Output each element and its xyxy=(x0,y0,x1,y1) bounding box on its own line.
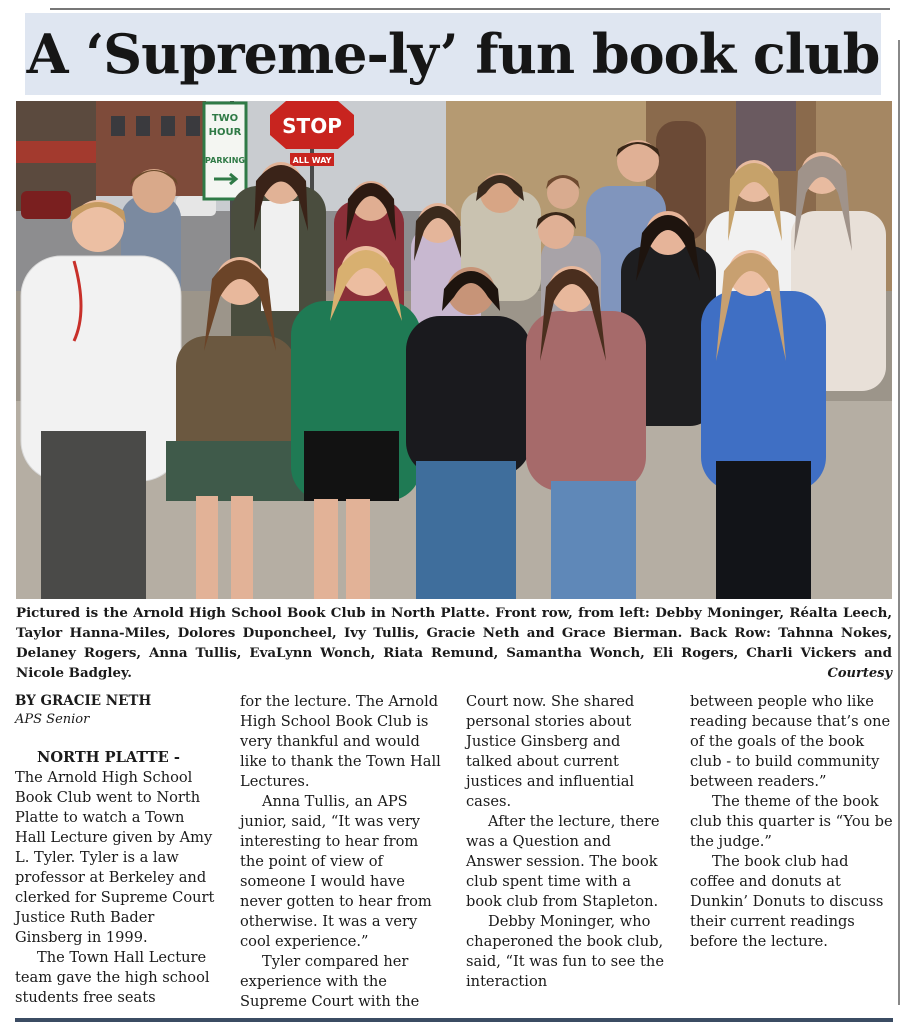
parking-sign-line2: HOUR xyxy=(208,127,242,138)
article-column-3 xyxy=(466,692,670,992)
article-paragraph: Anna Tullis, an APS junior, said, “It was very interesting to hear from the point of view of someone I would have never gotten to hear from otherwise. It was a very cool experience.” xyxy=(240,793,432,950)
article-paragraph: Debby Moninger, who chaperoned the book club, said, “It was fun to see the interaction xyxy=(466,913,664,990)
byline: BY GRACIE NETH xyxy=(15,693,152,709)
parking-sign-line3: PARKING xyxy=(205,156,245,165)
article-paragraph xyxy=(15,748,219,768)
dateline: NORTH PLATTE - xyxy=(37,749,180,766)
group-photo xyxy=(16,101,892,599)
article-paragraph: for the lecture. The Arnold High School Book Club is very thankful and would like to thank the Town Hall Lectures. xyxy=(240,693,441,790)
article-column-2 xyxy=(240,692,444,1012)
top-rule xyxy=(50,8,890,10)
article-paragraph: After the lecture, there was a Question and Answer session. The book club spent time with a book club from Stapleton. xyxy=(466,813,660,910)
article-paragraph: The Town Hall Lecture team gave the high school students free seats xyxy=(15,949,210,1006)
photo-caption: Pictured is the Arnold High School Book Club in North Platte. Front row, from left: Debby Moninger, Réalta Leech, Taylor Hanna-Miles, Dolores Duponcheel, Ivy Tullis, Gracie Neth and Grace Bierman. Back Row: Tahnna Nokes, Delaney Rogers, Anna Tullis, EvaLynn Wonch, Riata Remund, Samantha Wonch, Eli Rogers, Charli Vickers and Nicole Badgley. xyxy=(16,605,892,681)
parking-sign-line1: TWO xyxy=(211,113,239,124)
article-column-1 xyxy=(15,692,219,1008)
group-photo-illustration xyxy=(16,101,892,599)
article-paragraph: Tyler compared her experience with the Supreme Court with the xyxy=(240,953,420,1010)
article-paragraph: The theme of the book club this quarter is “You be the judge.” xyxy=(690,793,893,850)
article-paragraph: Court now. She shared personal stories about Justice Ginsberg and talked about current justices and influential cases. xyxy=(466,693,635,810)
stop-sign-text: STOP xyxy=(282,114,342,138)
bottom-rule xyxy=(15,1018,893,1022)
headline: A ‘Supreme-ly’ fun book club xyxy=(26,22,880,86)
column-rule xyxy=(898,40,900,1005)
all-way-text: ALL WAY xyxy=(292,156,332,165)
headline-band xyxy=(25,13,881,95)
article-paragraph: between people who like reading because that’s one of the goals of the book club - to build community between readers.” xyxy=(690,693,891,790)
parked-car xyxy=(21,191,71,219)
shop-awning xyxy=(16,141,96,163)
photo-credit: Courtesy xyxy=(827,666,892,681)
article-column-4 xyxy=(690,692,894,952)
article-paragraph: The Arnold High School Book Club went to North Platte to watch a Town Hall Lecture given by Amy L. Tyler. Tyler is a law professor at Berkeley and clerked for Supreme Court Justice Ruth Bader Ginsberg in 1999. xyxy=(15,769,215,946)
byline-role: APS Senior xyxy=(15,712,90,727)
article-paragraph: The book club had coffee and donuts at Dunkin’ Donuts to discuss their current readings before the lecture. xyxy=(690,853,884,950)
